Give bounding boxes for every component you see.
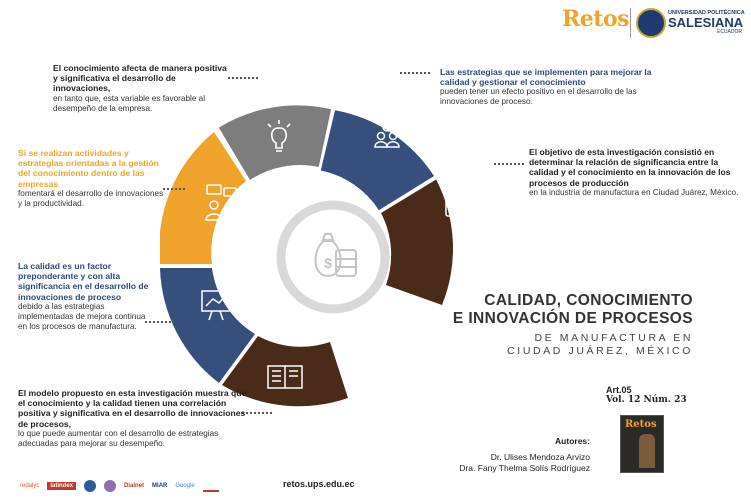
svg-text:$: $ (324, 255, 332, 271)
title-block (393, 292, 693, 357)
block-mid-left (18, 148, 168, 209)
partner-dialnet: Dialnet (124, 483, 145, 489)
partner-swoosh-logo (203, 480, 219, 492)
page-subtitle-line1: DE MANUFACTURA EN (534, 332, 693, 344)
block-top-left-bold: El conocimiento afecta de manera positiva y significativa el desarrollo de innovaciones, (53, 63, 227, 94)
author-1: Dr. Ulises Mendoza Arvizo (490, 452, 590, 462)
footer-url[interactable]: retos.ups.edu.ec (283, 479, 355, 489)
block-bottom-left (18, 388, 250, 449)
segment-orange (160, 132, 246, 264)
authors-block (430, 436, 590, 474)
connector-top-left (228, 77, 258, 79)
page-title-line1: CALIDAD, CONOCIMIENTO (484, 292, 693, 309)
connector-top-right (400, 72, 430, 74)
partner-redalyc: redalyc (20, 483, 40, 489)
block-top-right-bold: Las estrategias que se implementen para mejorar la calidad y gestionar el conocimiento (440, 67, 652, 88)
center-ring (281, 205, 385, 309)
retos-logo-text: Retos (562, 6, 630, 32)
partner-logos (20, 478, 219, 494)
ups-seal-icon (636, 8, 666, 38)
ups-logo-line3: ECUADOR (716, 29, 742, 35)
tablet-pen-icon (446, 189, 476, 216)
author-2: Dra. Fany Thelma Solís Rodríguez (459, 463, 590, 473)
block-bottom-left-text: lo que puede aumentar con el desarrollo de estrategias adecuadas para mejorar su desempeño. (18, 428, 219, 448)
article-volume: Vol. 12 Núm. 23 (606, 395, 687, 405)
page-subtitle-line2: CIUDAD JUÁREZ, MÉXICO (507, 344, 693, 357)
authors-label: Autores: (555, 436, 590, 446)
block-lower-left-text: debido a las estrategias implementadas de mejora continua en los procesos de manufactura. (18, 301, 146, 331)
journal-cover (620, 415, 664, 473)
retos-logo (562, 6, 629, 32)
block-top-left-text: en tanto que, esta variable es favorable al desempeño de la empresa. (53, 93, 206, 113)
article-number: Art.05 (606, 385, 632, 395)
ups-logo (668, 10, 748, 35)
block-top-left (53, 63, 228, 114)
partner-circle-logo-2 (104, 480, 116, 492)
block-mid-left-text: fomentará el desarrollo de innovaciones y la productividad. (18, 188, 164, 208)
connector-mid-right (494, 163, 524, 165)
block-lower-left (18, 261, 150, 332)
partner-latindex: latindex (47, 482, 76, 490)
ups-logo-line2: SALESIANA (668, 15, 744, 30)
block-mid-right-bold: El objetivo de esta investigación consistió en determinar la relación de significancia entre la calidad y el conocimiento en la innovación de los procesos de producción (529, 147, 731, 188)
logo-divider (630, 8, 631, 38)
block-top-right-text: pueden tener un efecto positivo en el desarrollo de las innovaciones de proceso. (440, 87, 637, 107)
money-bag-icon (315, 234, 356, 276)
partner-miar: MIAR (152, 483, 168, 489)
block-mid-right (529, 147, 739, 198)
cover-figure (639, 434, 655, 468)
partner-circle-logo-1 (84, 480, 96, 492)
ups-logo-line1: UNIVERSIDAD POLITÉCNICA (668, 10, 745, 16)
block-mid-right-text: en la industria de manufactura en Ciudad Juárez, México. (529, 187, 739, 197)
block-mid-left-bold: Si se realizan actividades y estrategias orientadas a la gestión del conocimiento dentro de las empresas (18, 148, 159, 189)
block-bottom-left-bold: El modelo propuesto en esta investigación muestra que el conocimiento y la calidad tienen una correlación positiva y significativa en el desarrollo de innovaciones de procesos, (18, 388, 247, 429)
journal-cover-title: Retos (625, 419, 657, 430)
page-title-line2: E INNOVACIÓN DE PROCESOS (452, 310, 693, 327)
block-top-right (440, 67, 660, 107)
process-wheel (160, 80, 500, 440)
partner-google: Google (175, 483, 195, 489)
article-info (606, 385, 687, 405)
block-lower-left-bold: La calidad es un factor preponderante y con alta significancia en el desarrollo de innovaciones de proceso (18, 261, 149, 302)
